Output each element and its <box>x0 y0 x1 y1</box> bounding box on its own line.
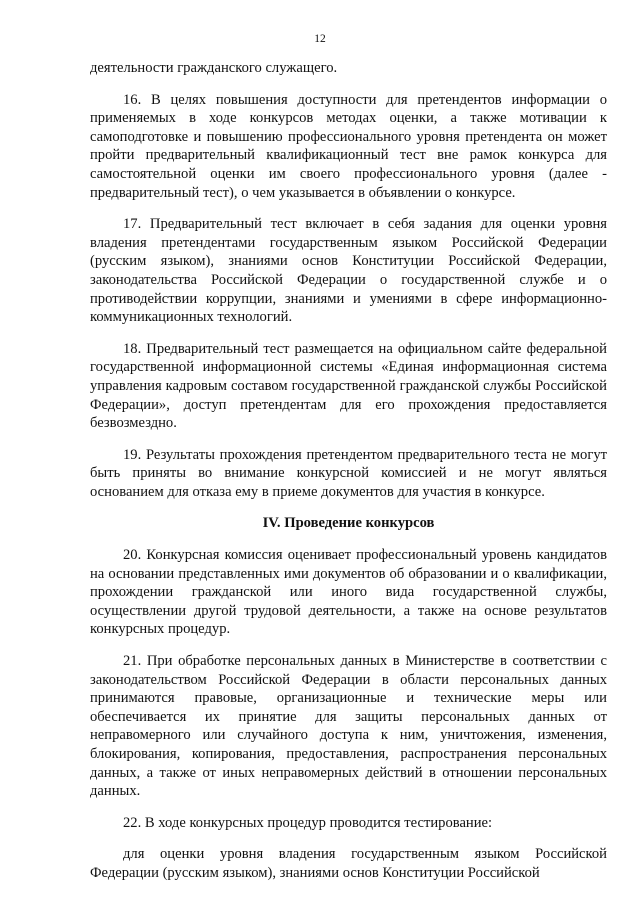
paragraph-16: 16. В целях повышения доступности для претендентов информации о применяемых в ходе конкурсов методах оценки, а также мотивации к самоподготовке и повышению профессионального уровня претендента он может пройти предварительный квалификационный тест вне рамок конкурса для самостоятельной оценки им своего профессионального уровня (далее - предварительный тест), о чем указывается в объявлении о конкурсе. <box>90 91 607 201</box>
paragraph-17: 17. Предварительный тест включает в себя задания для оценки уровня владения претендентами государственным языком Российской Федерации (русским языком), знаниями основ Конституции Российской Федерации, законодательства Российской Федерации о государственной службе и о противодействии коррупции, знаниями и умениями в сфере информационно-коммуникационных технологий. <box>90 216 607 326</box>
page-number: 12 <box>314 33 326 45</box>
continuation-line: деятельности гражданского служащего. <box>90 60 338 76</box>
paragraph-22-item: для оценки уровня владения государственным языком Российской Федерации (русским языком), знаниями основ Конституции Российской <box>90 846 607 881</box>
paragraph-21: 21. При обработке персональных данных в Министерстве в соответствии с законодательством Российской Федерации в области персональных данных принимаются правовые, организационные и технические меры или обеспечивается их принятие для защиты персональных данных от неправомерного или случайного доступа к ним, уничтожения, изменения, блокирования, копирования, предоставления, распространения персональных данных, а также от иных неправомерных действий в отношении персональных данных. <box>90 653 607 800</box>
section-heading: IV. Проведение конкурсов <box>262 515 435 532</box>
paragraph-20: 20. Конкурсная комиссия оценивает профессиональный уровень кандидатов на основании представленных ими документов об образовании и о квалификации, прохождении гражданской или иного вида государственной службы, осуществлении другой трудовой деятельности, а также на основе результатов конкурсных процедур. <box>90 547 607 638</box>
paragraph-19: 19. Результаты прохождения претендентом предварительного теста не могут быть приняты во внимание конкурсной комиссией и не могут являться основанием для отказа ему в приеме документов для участия в конкурсе. <box>90 446 607 500</box>
document-body <box>90 59 607 883</box>
paragraph-18: 18. Предварительный тест размещается на официальном сайте федеральной государственной информационной системы «Единая информационная система управления кадровым составом государственной гражданской службы Российской Федерации», доступ претендентам для его прохождения предоставляется безвозмездно. <box>90 340 607 432</box>
paragraph-22: 22. В ходе конкурсных процедур проводится тестирование: <box>123 814 493 831</box>
